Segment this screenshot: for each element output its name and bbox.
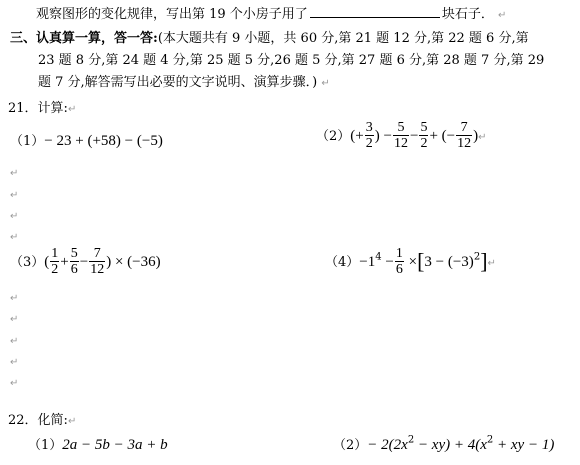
q21-title: 21．计算: bbox=[8, 101, 68, 116]
q22-title: 22．化简: bbox=[8, 413, 68, 428]
intro-text: 观察图形的变化规律，写出第 19 个小房子用了 bbox=[36, 7, 308, 22]
q22-p2-expr-a: − 2(2x bbox=[367, 437, 408, 453]
q21-part3 bbox=[10, 246, 161, 277]
section3-line3 bbox=[38, 74, 330, 93]
q22-p2-exp2: 2 bbox=[486, 434, 494, 446]
q22-title-row bbox=[8, 412, 76, 431]
section3-heading: 三、认真算一算，答一答: bbox=[10, 31, 158, 46]
return-mark-icon: ↵ bbox=[10, 314, 19, 325]
intro-line bbox=[36, 4, 506, 25]
section3-line1 bbox=[10, 30, 529, 48]
frac-denominator: 2 bbox=[365, 136, 373, 151]
q22-part2 bbox=[333, 434, 554, 455]
return-mark-icon: ↵ bbox=[10, 293, 19, 304]
frac-numerator: 3 bbox=[365, 120, 373, 135]
section3-note-2: 23 题 8 分,第 24 题 4 分,第 25 题 5 分,26 题 5 分,第 27 题 6 分,第 28 题 7 分,第 29 bbox=[38, 53, 545, 68]
return-mark-icon: ↵ bbox=[478, 132, 487, 143]
return-mark-icon: ↵ bbox=[67, 104, 77, 115]
q22-p2-exp1: 2 bbox=[407, 434, 415, 446]
q21-part2 bbox=[316, 120, 487, 151]
intro-text-end: 块石子． bbox=[441, 7, 494, 22]
q21-p2-mid3: + (− bbox=[429, 128, 456, 144]
q21-p4-mid: − bbox=[381, 254, 394, 270]
q21-p3-mid2: − bbox=[79, 254, 89, 270]
q21-p4-inner-exp: 2 bbox=[473, 251, 481, 263]
q21-p2-open: (+ bbox=[350, 128, 364, 144]
q22-p2-expr-c: + xy − 1) bbox=[493, 437, 555, 453]
return-mark-icon: ↵ bbox=[10, 211, 19, 222]
frac-denominator: 12 bbox=[90, 262, 105, 277]
frac-numerator: 5 bbox=[397, 120, 405, 135]
frac-numerator: 7 bbox=[93, 246, 101, 261]
return-mark-icon: ↵ bbox=[10, 336, 19, 347]
return-mark-icon: ↵ bbox=[10, 378, 19, 389]
frac-numerator: 7 bbox=[460, 120, 468, 135]
q21-title-row bbox=[8, 100, 76, 119]
frac-denominator: 2 bbox=[51, 262, 59, 277]
frac-numerator: 1 bbox=[51, 246, 59, 261]
q21-p4-lead: −1 bbox=[359, 254, 376, 270]
q21-p2-frac4 bbox=[456, 120, 472, 151]
q22-p1-expr: 2a − 5b − 3a + b bbox=[62, 437, 168, 453]
q21-p4-inner: 3 − (−3) bbox=[424, 254, 474, 270]
q21-part4 bbox=[325, 246, 496, 277]
q21-p2-mid2: − bbox=[409, 128, 419, 144]
frac-denominator: 12 bbox=[393, 136, 408, 151]
q22-p1-label: （1） bbox=[28, 438, 63, 453]
q21-p4-lead-exp: 4 bbox=[375, 251, 382, 263]
q21-p2-close: ) bbox=[473, 128, 479, 144]
q21-p4-label: （4） bbox=[325, 255, 360, 270]
q21-p3-label: （3） bbox=[10, 255, 45, 270]
frac-numerator: 1 bbox=[395, 246, 403, 261]
q21-p3-frac1 bbox=[50, 246, 59, 277]
q21-p1-label: （1） bbox=[10, 134, 45, 149]
q21-p1-expr: − 23 + (+58) − (−5) bbox=[44, 133, 163, 149]
q21-p3-frac2 bbox=[70, 246, 79, 277]
return-mark-icon: ↵ bbox=[67, 416, 77, 427]
q21-p2-mid1: ) − bbox=[374, 128, 392, 144]
q21-p2-frac3 bbox=[419, 120, 428, 151]
frac-numerator: 5 bbox=[420, 120, 428, 135]
q22-p2-label: （2） bbox=[333, 438, 368, 453]
q21-p4-bracket-open: [ bbox=[417, 248, 425, 274]
q22-p2-expr-b: − xy) + 4(x bbox=[414, 437, 487, 453]
return-mark-icon: ↵ bbox=[321, 78, 330, 89]
q21-p2-frac1 bbox=[365, 120, 374, 151]
section3-note-1: (本大题共有 9 小题，共 60 分,第 21 题 12 分,第 22 题 6 分,第 bbox=[157, 31, 529, 46]
q21-p2-frac2 bbox=[393, 120, 409, 151]
q21-p3-mid1: + bbox=[60, 254, 69, 270]
return-mark-icon: ↵ bbox=[10, 232, 19, 243]
return-mark-icon: ↵ bbox=[10, 190, 19, 201]
answer-blank[interactable] bbox=[310, 4, 440, 18]
return-mark-icon: ↵ bbox=[487, 258, 496, 269]
q21-p3-open: ( bbox=[44, 254, 50, 270]
q21-p3-frac3 bbox=[89, 246, 105, 277]
return-mark-icon: ↵ bbox=[10, 357, 19, 368]
q21-p3-close: ) × (−36) bbox=[106, 254, 161, 270]
frac-denominator: 6 bbox=[395, 262, 403, 277]
q21-p4-frac bbox=[395, 246, 404, 277]
section3-note-3: 题 7 分,解答需写出必要的文字说明、演算步骤．) bbox=[38, 75, 318, 90]
q22-part1 bbox=[28, 434, 168, 455]
return-mark-icon: ↵ bbox=[10, 168, 19, 179]
frac-denominator: 2 bbox=[420, 136, 428, 151]
return-mark-icon: ↵ bbox=[497, 10, 507, 21]
frac-denominator: 12 bbox=[457, 136, 472, 151]
frac-denominator: 6 bbox=[70, 262, 78, 277]
q21-p2-label: （2） bbox=[316, 129, 351, 144]
q21-part1 bbox=[10, 130, 163, 151]
frac-numerator: 5 bbox=[70, 246, 78, 261]
q21-p4-bracket-close: ] bbox=[480, 248, 488, 274]
q21-p4-times: × bbox=[404, 254, 418, 270]
